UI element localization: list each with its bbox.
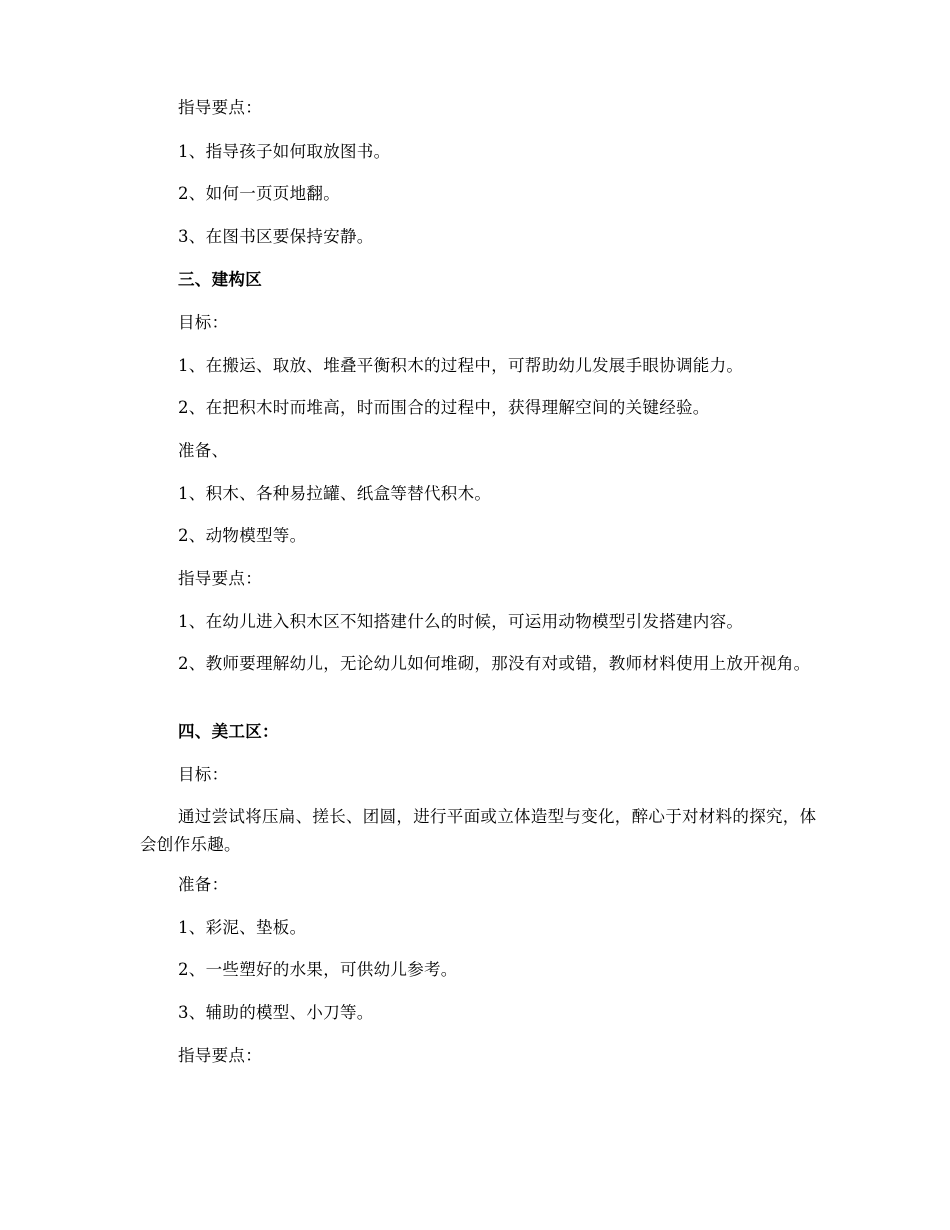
paragraph-item: 1、彩泥、垫板。: [178, 918, 307, 937]
paragraph-item: 3、辅助的模型、小刀等。: [178, 1003, 374, 1022]
paragraph-item: 3、在图书区要保持安静。: [178, 227, 374, 246]
paragraph-item: 2、在把积木时而堆高，时而围合的过程中，获得理解空间的关键经验。: [178, 398, 710, 417]
paragraph-prep-label: 准备：: [178, 875, 229, 894]
paragraph-item: 2、动物模型等。: [178, 526, 307, 545]
paragraph-guidance-heading: 指导要点：: [178, 569, 262, 588]
paragraph-item: 1、积木、各种易拉罐、纸盒等替代积木。: [178, 484, 492, 503]
paragraph-item: 1、在幼儿进入积木区不知搭建什么的时候，可运用动物模型引发搭建内容。: [178, 612, 744, 631]
paragraph-item: 通过尝试将压扁、搓长、团圆，进行平面或立体造型与变化，醉心于对材料的探究，体会创作乐趣。: [140, 807, 817, 854]
paragraph-item: 1、指导孩子如何取放图书。: [178, 142, 391, 161]
paragraph-item: 1、在搬运、取放、堆叠平衡积木的过程中，可帮助幼儿发展手眼协调能力。: [178, 356, 744, 375]
paragraph-guidance-heading: 指导要点：: [178, 1046, 262, 1065]
paragraph-item: 2、如何一页页地翻。: [178, 184, 340, 203]
section-heading-construction: 三、建构区: [178, 270, 262, 289]
section-heading-art: 四、美工区：: [178, 722, 279, 741]
paragraph-goal-label: 目标：: [178, 765, 229, 784]
paragraph-prep-label: 准备、: [178, 441, 229, 460]
paragraph-guidance-heading: 指导要点：: [178, 98, 262, 117]
paragraph-goal-label: 目标：: [178, 313, 229, 332]
paragraph-item: 2、教师要理解幼儿，无论幼儿如何堆砌，那没有对或错，教师材料使用上放开视角。: [178, 654, 811, 673]
paragraph-item: 2、一些塑好的水果，可供幼儿参考。: [178, 960, 458, 979]
